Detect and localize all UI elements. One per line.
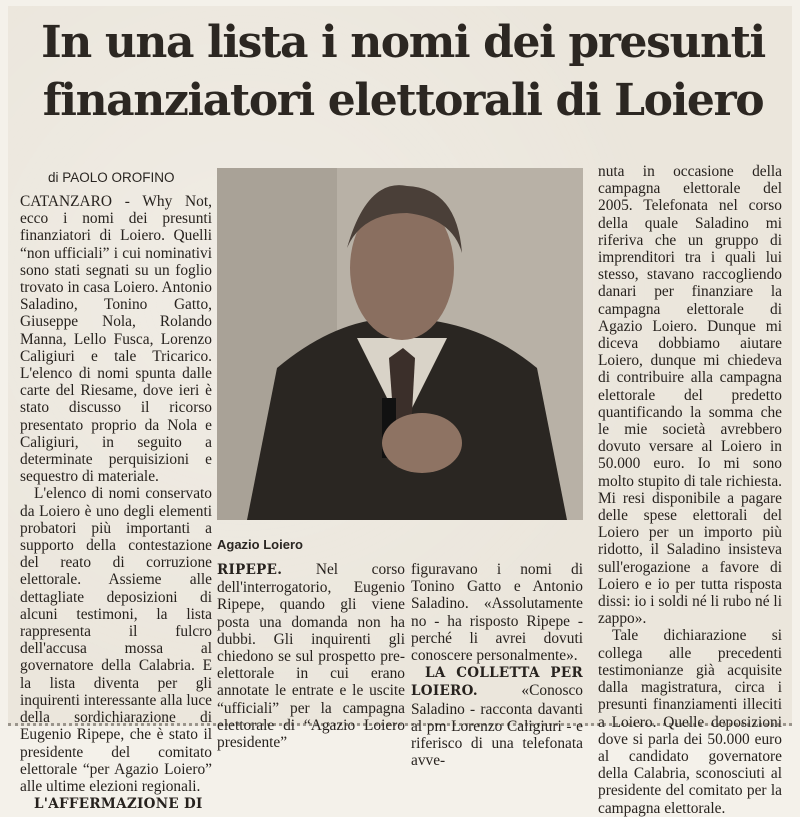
subheading: L'AFFERMAZIONE DI bbox=[34, 796, 203, 813]
paragraph: nuta in occasione della campagna elettorale del 2005. Telefonata nel corso della quale Saladino mi riferiva che un gruppo di imprenditori tra i quali lui stesso, stavano raccogliendo danari per finanziare la campagna elettorale di Agazio Loiero. Dunque mi diceva dobbiamo aiutare Loiero, dunque mi chiedeva di contribuire alla campagna elettorale del predetto quantificando la somma che le mie società avrebbero dovuto versare al Loiero in 50.000 euro. Io mi sono molto stupito di tale richiesta. Mi resi disponibile a pagare delle spese elettorali del Loiero per un importo più ridotto, il Saladino insisteva sull'erogazione a favore di Loiero e io per tutta risposta dissi: io i soldi né li rubo né li zappo». bbox=[598, 163, 782, 628]
photo-caption: Agazio Loiero bbox=[217, 537, 303, 552]
paragraph: figuravano i nomi di Tonino Gatto e Antonio Saladino. «Assolutamente no - ha risposto Ripepe - perché li avrei dovuti conoscere personalmente». bbox=[411, 561, 583, 665]
headline-line-2: finanziatori elettorali di Loiero bbox=[42, 75, 764, 126]
paragraph: L'elenco di nomi conservato da Loiero è uno degli elementi probatori più importanti a supporto della contestazione del reato di corruzione elettorale. Assieme alle dettagliate deposizioni di alcuni testimoni, la lista rappresenta il fulcro dell'accusa mossa al governatore della Calabria. E la lista diventa per gli inquirenti interessante alla luce della sordichiarazione di Eugenio Ripepe, che è stato il presidente del comitato elettorale “per Agazio Loiero” alle ultime elezioni regionali. bbox=[20, 485, 212, 795]
paragraph: «Conosco Saladino - racconta davanti al pm Lorenzo Caligiuri - e riferisco di una telefonata avve- bbox=[411, 682, 583, 770]
subheading: LA COLLETTA PER LOIERO. bbox=[411, 665, 583, 700]
photo-agazio-loiero bbox=[217, 168, 583, 520]
headline bbox=[18, 14, 788, 130]
paragraph: CATANZARO - Why Not, ecco i nomi dei presunti finanziatori di Loiero. Quelli “non ufficiali” i cui nominativi sono stati segnati su un foglio trovato in casa Loiero. Antonio Saladino, Tonino Gatto, Giuseppe Nola, Rolando Manna, Lello Fusca, Lorenzo Caligiuri e tale Tricarico. L'elenco di nomi spunta dalle carte del Riesame, dove ieri è stato discusso il ricorso presentato proprio da Nola e Caligiuri, in seguito a determinate perquisizioni e sequestro di materiale. bbox=[20, 193, 212, 486]
paragraph: Tale dichiarazione si collega alle precedenti testimonianze già acquisite dalla magistratura, circa i presunti finanziamenti illeciti a Loiero. Quelle deposizioni dove si parla dei 50.000 euro al candidato governatore della Calabria, sconosciuti al presidente del comitato per la campagna elettorale. bbox=[598, 627, 782, 817]
article-column-1 bbox=[20, 193, 212, 813]
portrait-image bbox=[217, 168, 583, 520]
paragraph: Nel corso dell'interrogatorio, Eugenio Ripepe, quando gli viene posta una domanda non ha dubbi. Gli inquirenti gli chiedono se sul prospetto pre-elettorale in cui erano annotate le entrate e le uscite “ufficiali” per la campagna elettorale di “Agazio Loiero presidente” bbox=[217, 561, 405, 752]
byline: di PAOLO OROFINO bbox=[48, 170, 175, 185]
article-column-4 bbox=[598, 163, 782, 817]
article-column-2 bbox=[217, 561, 405, 751]
subheading: RIPEPE. bbox=[217, 562, 283, 578]
article-column-3 bbox=[411, 561, 583, 769]
headline-line-1: In una lista i nomi dei presunti bbox=[41, 17, 765, 68]
